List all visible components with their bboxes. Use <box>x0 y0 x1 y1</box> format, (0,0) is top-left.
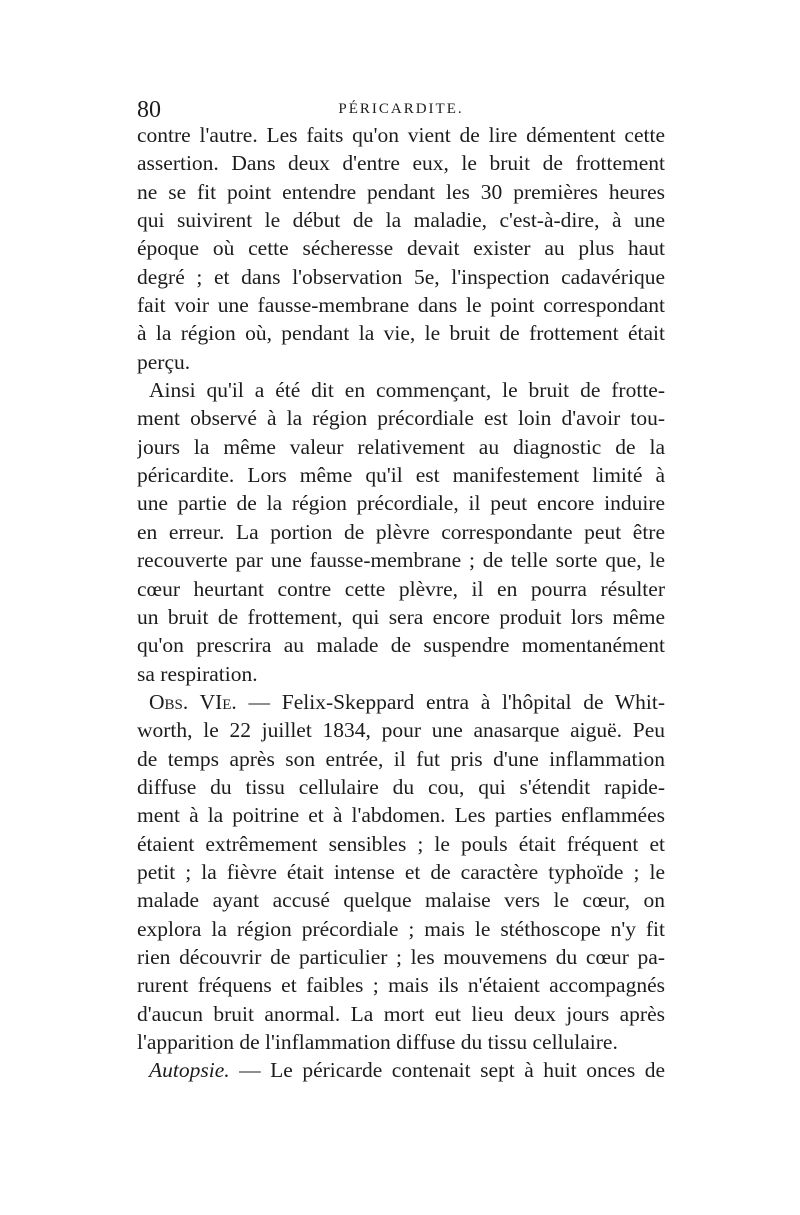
paragraph-1 <box>137 121 665 376</box>
text-line: rien découvrir de particulier ; les mouvemens du cœur pa- <box>137 944 665 969</box>
text-line: d'aucun bruit anormal. La mort eut lieu deux jours après <box>137 1001 665 1026</box>
text-line: Ainsi qu'il a été dit en commençant, le bruit de frotte- <box>149 378 665 403</box>
text-line: petit ; la fièvre était intense et de caractère typhoïde ; le <box>137 859 665 884</box>
text-line: contre l'autre. Les faits qu'on vient de lire démentent cette <box>137 123 665 147</box>
text-line: étaient extrêmement sensibles ; le pouls était fréquent et <box>137 831 665 856</box>
autopsy-label: Autopsie. <box>149 1058 230 1083</box>
observation-label: Obs. VIe. <box>149 689 237 714</box>
text-line: péricardite. Lors même qu'il est manifestement limité à <box>137 463 665 488</box>
text-line <box>137 688 665 716</box>
text-line: diffuse du tissu cellulaire du cou, qui s'étendit rapide- <box>137 774 665 799</box>
text-line: qu'on prescrira au malade de suspendre momentanément <box>137 633 665 658</box>
text-line: explora la région précordiale ; mais le stéthoscope n'y fit <box>137 916 665 941</box>
paragraph-2 <box>137 376 665 688</box>
observation-paragraph <box>137 688 665 1056</box>
text-line: à la région où, pendant la vie, le bruit de frottement était <box>137 321 665 346</box>
text-line: degré ; et dans l'observation 5e, l'inspection cadavérique <box>137 264 665 289</box>
text-span: — Le péricarde contenait sept à huit onces de <box>229 1058 665 1083</box>
text-line: de temps après son entrée, il fut pris d'une inflammation <box>137 746 665 771</box>
text-line: fait voir une fausse-membrane dans le point correspondant <box>137 293 665 318</box>
text-line: recouverte par une fausse-membrane ; de telle sorte que, le <box>137 548 665 573</box>
text-line: l'apparition de l'inflammation diffuse du tissu cellulaire. <box>137 1030 618 1054</box>
text-span: — Felix-Skeppard entra à l'hôpital de Whit- <box>248 689 665 714</box>
text-line: perçu. <box>137 349 191 374</box>
text-line: jours la même valeur relativement au diagnostic de la <box>137 434 665 459</box>
text-line: époque où cette sécheresse devait exister au plus haut <box>137 236 665 261</box>
text-line: une partie de la région précordiale, il peut encore induire <box>137 491 665 516</box>
page-number: 80 <box>137 97 161 123</box>
text-line: malade ayant accusé quelque malaise vers le cœur, on <box>137 888 665 913</box>
page-body <box>137 121 665 1085</box>
text-line: rurent fréquens et faibles ; mais ils n'étaient accompagnés <box>137 973 665 998</box>
running-title: PÉRICARDITE. <box>338 101 464 117</box>
text-line: assertion. Dans deux d'entre eux, le bruit de frottement <box>137 151 665 176</box>
text-line: cœur heurtant contre cette plèvre, il en pourra résulter <box>137 576 665 601</box>
text-line: en erreur. La portion de plèvre correspondante peut être <box>137 519 665 544</box>
text-line: sa respiration. <box>137 661 258 686</box>
text-line: ment à la poitrine et à l'abdomen. Les parties enflammées <box>137 803 665 828</box>
text-line: ment observé à la région précordiale est loin d'avoir tou- <box>137 406 665 431</box>
text-line: ne se fit point entendre pendant les 30 premières heures <box>137 179 665 204</box>
text-line: un bruit de frottement, qui sera encore produit lors même <box>137 604 665 629</box>
text-line: worth, le 22 juillet 1834, pour une anasarque aiguë. Peu <box>137 718 665 743</box>
text-line: qui suivirent le début de la maladie, c'est-à-dire, à une <box>137 208 665 233</box>
autopsy-line <box>137 1056 665 1084</box>
